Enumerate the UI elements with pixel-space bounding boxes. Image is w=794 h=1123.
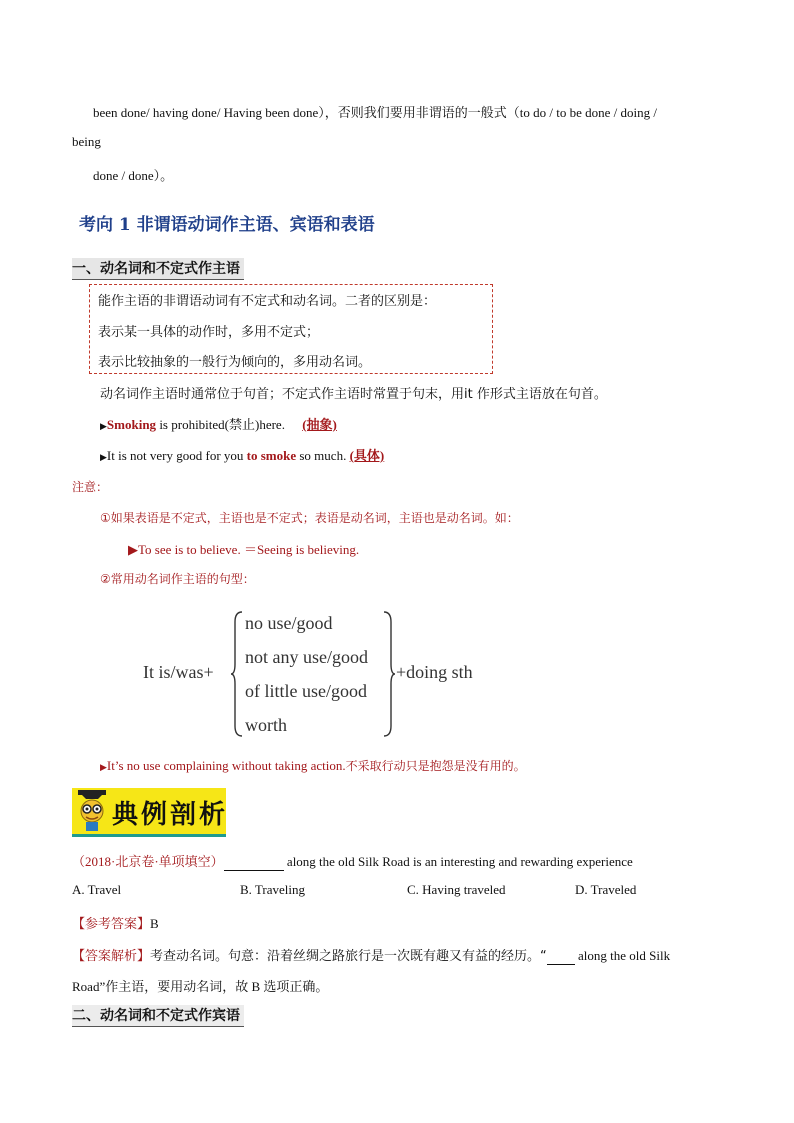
box-line-3: 表示比较抽象的一般行为倾向的，多用动名词。 — [98, 355, 372, 370]
note-2: ②常用动名词作主语的句型： — [100, 572, 255, 586]
analysis-text-2: along the old Silk — [574, 948, 671, 963]
right-brace-icon — [382, 610, 396, 738]
analysis-text-1: 考查动名词。句意：沿着丝绸之路旅行是一次既有趣又有益的经历。“ — [150, 949, 547, 964]
answer-label: 【参考答案】 — [72, 917, 151, 932]
option-c: C. Having traveled — [407, 882, 506, 897]
option-d: D. Traveled — [575, 882, 637, 897]
analysis-line-2: Road”作主语，要用动名词，故 B 选项正确。 — [72, 979, 329, 994]
topic-heading: 考向 1 非谓语动词作主语、宾语和表语 — [79, 215, 375, 235]
bullet-icon: ▶ — [100, 452, 107, 462]
example-1 — [100, 414, 337, 433]
note-1: ①如果表语是不定式，主语也是不定式；表语是动名词，主语也是动名词。如： — [100, 511, 519, 525]
example-1-keyword: Smoking — [106, 417, 157, 432]
example-3 — [100, 757, 526, 774]
question-blank — [224, 854, 284, 871]
question-stem — [72, 851, 633, 871]
example-2 — [100, 445, 384, 464]
intro-line-1: been done/ having done/ Having been done），否则我们要用非谓语的一般式（to do / to be done / doing / — [93, 105, 657, 120]
example-3-cn: 不采取行动只是抱怨是没有用的。 — [345, 759, 526, 773]
example-banner-title: 典例剖析 — [112, 800, 229, 830]
box-line-1: 能作主语的非谓语动词有不定式和动名词。二者的区别是： — [98, 294, 437, 309]
example-2-pre: It is not very good for you — [106, 448, 247, 463]
position-note: 动名词作主语时通常位于句首；不定式作主语时常置于句末，用it 作形式主语放在句首。 — [100, 387, 607, 402]
formula-option-3: of little use/good — [245, 681, 367, 701]
option-b: B. Traveling — [240, 882, 306, 897]
section-1-title: 一、动名词和不定式作主语 — [72, 258, 244, 280]
example-2-keyword: to smoke — [246, 448, 297, 463]
example-2-rest: so much. — [296, 448, 350, 463]
analysis-blank — [547, 948, 575, 965]
mascot-icon — [74, 788, 110, 834]
section-2-title: 二、动名词和不定式作宾语 — [72, 1005, 244, 1027]
intro-line-3: done / done）。 — [93, 168, 174, 183]
analysis-label: 【答案解析】 — [72, 949, 151, 964]
formula-option-2: not any use/good — [245, 647, 368, 667]
question-source: （2018·北京卷·单项填空） — [72, 854, 224, 869]
formula-option-4: worth — [245, 715, 287, 735]
answer-line — [72, 913, 159, 932]
bullet-icon: ▶ — [100, 421, 107, 431]
analysis-line-1 — [72, 945, 670, 965]
bullet-icon: ▶ — [100, 762, 107, 772]
question-text: along the old Silk Road is an interesting and rewarding experience — [283, 854, 633, 869]
left-brace-icon — [230, 610, 244, 738]
intro-line-2: being — [72, 134, 101, 149]
example-2-tag: (具体) — [349, 448, 385, 463]
box-line-2: 表示某一具体的动作时，多用不定式； — [98, 325, 320, 340]
example-1-rest: is prohibited(禁止)here. — [156, 417, 285, 432]
formula-right: +doing sth — [396, 662, 473, 682]
formula-left: It is/was+ — [143, 662, 214, 682]
answer-value: B — [150, 916, 159, 931]
option-a: A. Travel — [72, 882, 122, 897]
example-1-tag: (抽象) — [302, 417, 337, 432]
note-1-example: ▶To see is to believe. ＝Seeing is believing. — [128, 542, 360, 557]
example-3-en: It’s no use complaining without taking action. — [106, 758, 346, 773]
note-label: 注意： — [72, 480, 109, 494]
banner-underline — [72, 834, 226, 837]
formula-option-1: no use/good — [245, 613, 333, 633]
